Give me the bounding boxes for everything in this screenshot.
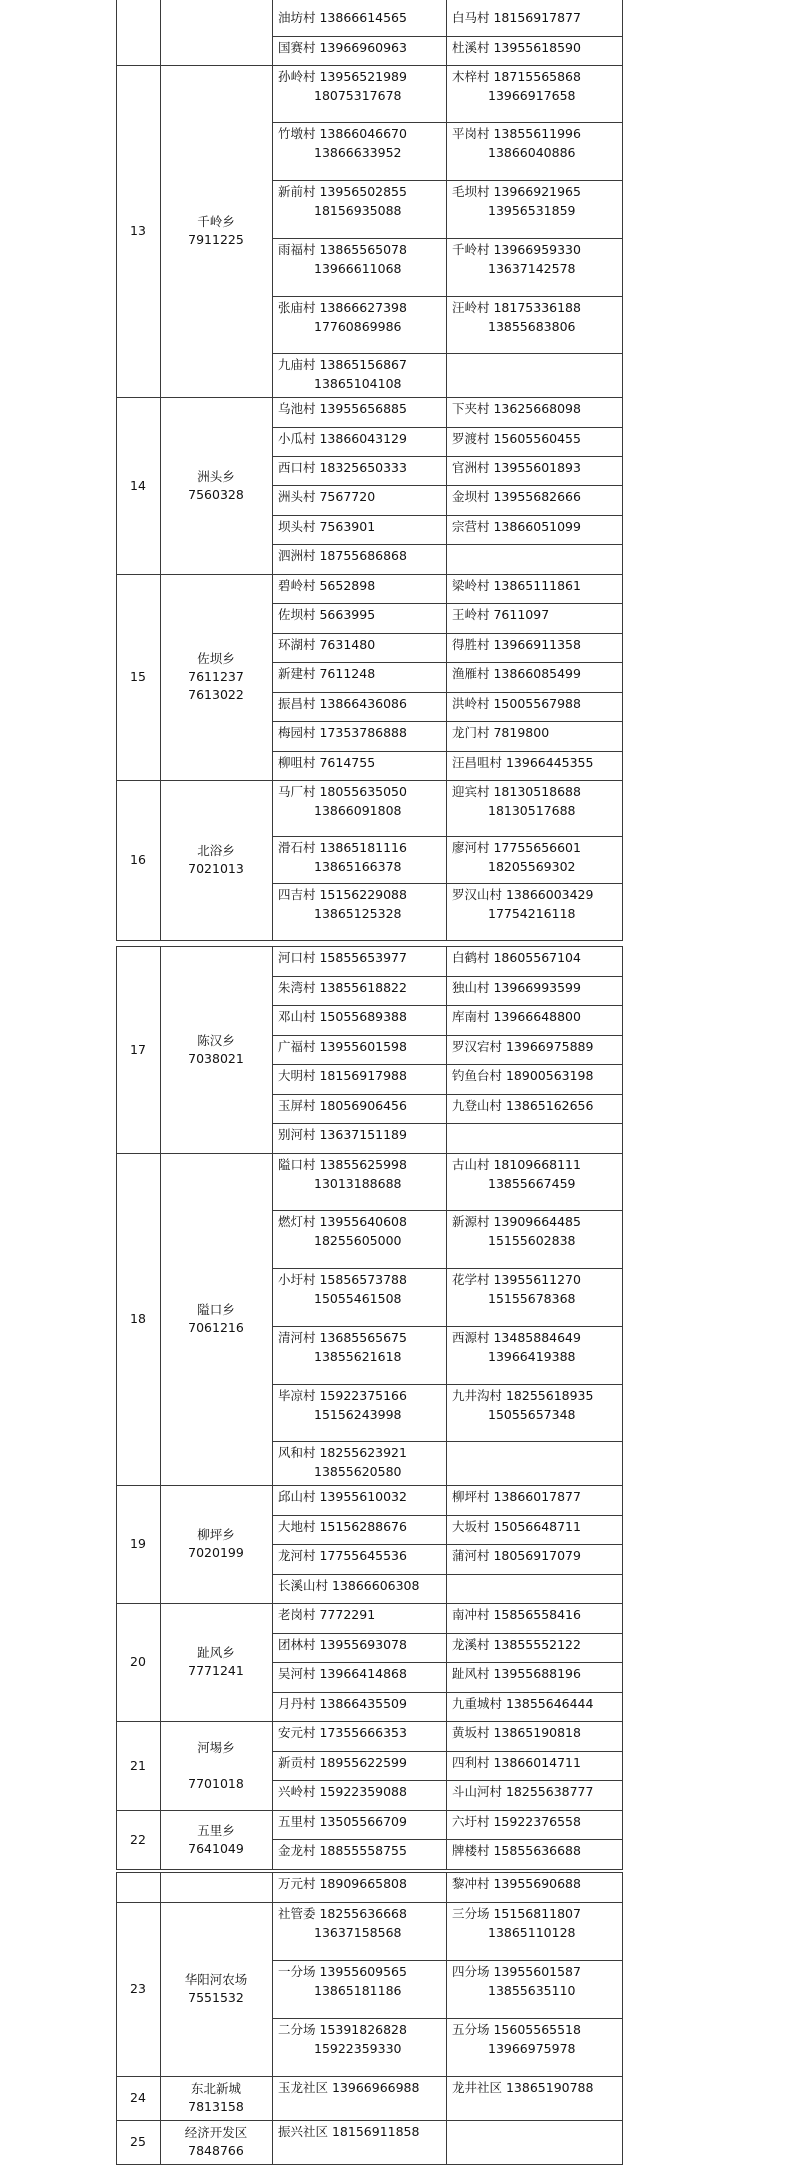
village-entry: 平岗村 13855611996 — [452, 126, 581, 141]
village-entry: 小瓜村 13866043129 — [278, 431, 407, 446]
village-entry: 四利村 13866014711 — [452, 1755, 581, 1770]
township-name: 佐坝乡 — [197, 651, 235, 666]
village-entry: 国赛村 13966960963 — [278, 40, 407, 55]
township-phone: 7021013 — [188, 861, 244, 876]
village-entry: 渔雁村 13866085499 — [452, 666, 581, 681]
village-entry: 风和村 18255623921 — [278, 1445, 407, 1460]
column-border — [622, 780, 623, 940]
village-entry: 王岭村 7611097 — [452, 607, 550, 622]
village-phone-extra: 13866091808 — [314, 803, 402, 818]
village-entry: 白鹤村 18605567104 — [452, 950, 581, 965]
row-number: 20 — [130, 1654, 146, 1669]
column-border — [622, 1153, 623, 1485]
township-phone: 7813158 — [188, 2099, 244, 2114]
village-entry: 吴河村 13966414868 — [278, 1666, 407, 1681]
column-border — [622, 1721, 623, 1810]
township-name: 柳坪乡 — [197, 1527, 235, 1542]
village-entry: 新源村 13909664485 — [452, 1214, 581, 1229]
row-border — [272, 180, 623, 181]
village-entry: 油坊村 13866614565 — [278, 10, 407, 25]
row-border — [272, 751, 623, 752]
row-border — [272, 456, 623, 457]
village-phone-extra: 13865110128 — [488, 1925, 576, 1940]
row-border — [272, 544, 623, 545]
village-entry: 西口村 18325650333 — [278, 460, 407, 475]
column-border — [622, 2076, 623, 2120]
township-name: 华阳河农场 — [184, 1972, 248, 1987]
section-top-border — [116, 1721, 623, 1722]
row-border — [272, 1210, 623, 1211]
column-border — [446, 1902, 447, 2076]
column-border — [160, 1872, 161, 1902]
village-entry: 社管委 18255636668 — [278, 1906, 407, 1921]
column-border — [272, 1902, 273, 2076]
column-border — [272, 0, 273, 65]
section-top-border — [116, 1810, 623, 1811]
village-entry: 得胜村 13966911358 — [452, 637, 581, 652]
village-entry: 罗渡村 15605560455 — [452, 431, 581, 446]
village-entry: 九庙村 13865156867 — [278, 357, 407, 372]
township-phone: 7848766 — [188, 2143, 244, 2158]
row-border — [272, 836, 623, 837]
village-entry: 老岗村 7772291 — [278, 1607, 376, 1622]
village-entry: 三分场 15156811807 — [452, 1906, 581, 1921]
village-entry: 九登山村 13865162656 — [452, 1098, 594, 1113]
village-phone-extra: 15055657348 — [488, 1407, 576, 1422]
township-name: 北浴乡 — [197, 843, 235, 858]
township-phone: 7061216 — [188, 1320, 244, 1335]
section-top-border — [116, 1872, 623, 1873]
column-border — [622, 1902, 623, 2076]
row-border — [272, 1515, 623, 1516]
village-entry: 马厂村 18055635050 — [278, 784, 407, 799]
village-phone-extra: 13855621618 — [314, 1349, 402, 1364]
township-phone: 7560328 — [188, 486, 244, 502]
section-top-border — [116, 1485, 623, 1486]
village-entry: 朱湾村 13855618822 — [278, 980, 407, 995]
village-entry: 罗汉山村 13866003429 — [452, 887, 594, 902]
row-border — [272, 1094, 623, 1095]
village-entry: 广福村 13955601598 — [278, 1039, 407, 1054]
village-entry: 梁岭村 13865111861 — [452, 578, 581, 593]
section-top-border — [116, 574, 623, 575]
village-entry: 大坂村 15056648711 — [452, 1519, 581, 1534]
row-border — [272, 692, 623, 693]
row-border — [272, 1005, 623, 1006]
row-border — [272, 662, 623, 663]
township-name: 趾风乡 — [197, 1645, 235, 1660]
village-phone-extra: 18130517688 — [488, 803, 576, 818]
row-border — [272, 633, 623, 634]
row-number: 19 — [130, 1536, 146, 1551]
village-entry: 九井沟村 18255618935 — [452, 1388, 594, 1403]
village-entry: 大地村 15156288676 — [278, 1519, 407, 1534]
village-entry: 黎冲村 13955690688 — [452, 1876, 581, 1891]
row-number: 14 — [130, 477, 146, 493]
village-entry: 官洲村 13955601893 — [452, 460, 581, 475]
row-border — [272, 1633, 623, 1634]
section-top-border — [116, 2120, 623, 2121]
village-entry: 振兴社区 18156911858 — [278, 2124, 420, 2139]
row-number: 15 — [130, 669, 146, 684]
row-border — [272, 485, 623, 486]
township-name: 东北新城 — [190, 2081, 241, 2096]
village-entry: 乌池村 13955656885 — [278, 401, 407, 416]
column-border — [272, 2076, 273, 2120]
section-top-border — [116, 397, 623, 398]
row-border — [272, 2018, 623, 2019]
village-entry: 坝头村 7563901 — [278, 519, 376, 534]
row-border — [272, 353, 623, 354]
township-name: 隘口乡 — [197, 1302, 235, 1317]
village-entry: 佐坝村 5663995 — [278, 607, 376, 622]
village-phone-extra: 13865125328 — [314, 906, 402, 921]
village-phone-extra: 15156243998 — [314, 1407, 402, 1422]
township-phone: 7611237 7613022 — [188, 669, 244, 702]
row-border — [272, 1574, 623, 1575]
row-border — [272, 1268, 623, 1269]
village-entry: 梅园村 17353786888 — [278, 725, 407, 740]
row-border — [272, 1035, 623, 1036]
village-phone-extra: 13855667459 — [488, 1176, 576, 1191]
column-border — [272, 946, 273, 1153]
column-border — [272, 1872, 273, 1902]
row-border — [272, 1751, 623, 1752]
village-phone-extra: 18205569302 — [488, 859, 576, 874]
column-border — [622, 574, 623, 780]
row-number: 13 — [130, 223, 146, 238]
village-entry: 玉龙社区 13966966988 — [278, 2080, 420, 2095]
row-number: 23 — [130, 1981, 146, 1996]
township-phone: 7911225 — [188, 232, 244, 247]
column-border — [160, 0, 161, 65]
village-entry: 新贡村 18955622599 — [278, 1755, 407, 1770]
village-phone-extra: 18255605000 — [314, 1233, 402, 1248]
village-entry: 一分场 13955609565 — [278, 1964, 407, 1979]
village-entry: 斗山河村 18255638777 — [452, 1784, 594, 1799]
section-top-border — [116, 65, 623, 66]
column-border — [446, 574, 447, 780]
column-border — [622, 0, 623, 65]
village-entry: 别河村 13637151189 — [278, 1127, 407, 1142]
village-entry: 杜溪村 13955618590 — [452, 40, 581, 55]
village-entry: 五分场 15605565518 — [452, 2022, 581, 2037]
section-top-border — [116, 2076, 623, 2077]
village-entry: 新建村 7611248 — [278, 666, 376, 681]
village-phone-extra: 17760869986 — [314, 319, 402, 334]
village-entry: 廖河村 17755656601 — [452, 840, 581, 855]
row-number: 24 — [130, 2090, 146, 2105]
column-border — [446, 2120, 447, 2164]
village-entry: 邓山村 15055689388 — [278, 1009, 407, 1024]
village-entry: 小圩村 15856573788 — [278, 1272, 407, 1287]
column-border — [272, 1153, 273, 1485]
village-entry: 安元村 17355666353 — [278, 1725, 407, 1740]
village-entry: 碧岭村 5652898 — [278, 578, 376, 593]
village-entry: 泗洲村 18755686868 — [278, 548, 407, 563]
column-border — [446, 2076, 447, 2120]
village-entry: 蒲河村 18056917079 — [452, 1548, 581, 1563]
village-entry: 五里村 13505566709 — [278, 1814, 407, 1829]
village-phone-extra: 13637142578 — [488, 261, 576, 276]
village-phone-extra: 13013188688 — [314, 1176, 402, 1191]
township-phone: 7038021 — [188, 1050, 244, 1066]
village-phone-extra: 13966611068 — [314, 261, 402, 276]
village-entry: 万元村 18909665808 — [278, 1876, 407, 1891]
township-phone: 7551532 — [188, 1990, 244, 2005]
village-phone-extra: 13637158568 — [314, 1925, 402, 1940]
village-entry: 千岭村 13966959330 — [452, 242, 581, 257]
township-name: 五里乡 — [197, 1822, 235, 1838]
column-border — [622, 1872, 623, 1902]
village-phone-extra: 13855683806 — [488, 319, 576, 334]
row-border — [272, 296, 623, 297]
village-entry: 下夹村 13625668098 — [452, 401, 581, 416]
village-entry: 清河村 13685565675 — [278, 1330, 407, 1345]
column-border — [272, 1721, 273, 1810]
row-border — [272, 1544, 623, 1545]
column-border — [446, 65, 447, 397]
village-entry: 龙门村 7819800 — [452, 725, 550, 740]
row-border — [272, 1960, 623, 1961]
section-bottom-border — [116, 940, 623, 941]
row-number: 16 — [130, 852, 146, 867]
row-border — [272, 1839, 623, 1840]
column-border — [446, 946, 447, 1153]
village-entry: 邱山村 13955610032 — [278, 1489, 407, 1504]
village-entry: 四吉村 15156229088 — [278, 887, 407, 902]
township-name: 陈汉乡 — [197, 1032, 235, 1048]
village-entry: 独山村 13966993599 — [452, 980, 581, 995]
row-border — [272, 36, 623, 37]
village-entry: 洪岭村 15005567988 — [452, 696, 581, 711]
village-entry: 宗营村 13866051099 — [452, 519, 581, 534]
column-border — [446, 1721, 447, 1810]
village-entry: 龙溪村 13855552122 — [452, 1637, 581, 1652]
village-entry: 库南村 13966648800 — [452, 1009, 581, 1024]
village-entry: 木梓村 18715565868 — [452, 69, 581, 84]
row-border — [272, 1123, 623, 1124]
section-top-border — [116, 946, 623, 947]
township-phone: 7641049 — [188, 1840, 244, 1856]
village-entry: 古山村 18109668111 — [452, 1157, 581, 1172]
village-entry: 二分场 15391826828 — [278, 2022, 407, 2037]
village-phone-extra: 15922359330 — [314, 2041, 402, 2056]
village-phone-extra: 17754216118 — [488, 906, 576, 921]
row-number: 25 — [130, 2134, 146, 2149]
township-name: 千岭乡 — [197, 214, 235, 229]
village-entry: 西源村 13485884649 — [452, 1330, 581, 1345]
column-border — [446, 1872, 447, 1902]
row-border — [272, 515, 623, 516]
row-number: 21 — [130, 1757, 146, 1773]
row-border — [272, 883, 623, 884]
column-border — [272, 780, 273, 940]
village-phone-extra: 13865181186 — [314, 1983, 402, 1998]
column-border — [622, 65, 623, 397]
row-border — [272, 1326, 623, 1327]
township-name: 河埸乡 — [197, 1739, 235, 1755]
village-entry: 花学村 13955611270 — [452, 1272, 581, 1287]
village-entry: 燃灯村 13955640608 — [278, 1214, 407, 1229]
village-phone-extra: 13866633952 — [314, 145, 402, 160]
village-entry: 罗汉宕村 13966975889 — [452, 1039, 594, 1054]
village-entry: 河口村 15855653977 — [278, 950, 407, 965]
village-phone-extra: 13966975978 — [488, 2041, 576, 2056]
row-border — [272, 1662, 623, 1663]
village-entry: 张庙村 13866627398 — [278, 300, 407, 315]
village-entry: 竹墩村 13866046670 — [278, 126, 407, 141]
village-phone-extra: 13865104108 — [314, 376, 402, 391]
village-entry: 新前村 13956502855 — [278, 184, 407, 199]
township-phone: 7701018 — [188, 1775, 244, 1791]
row-border — [272, 1780, 623, 1781]
village-entry: 孙岭村 13956521989 — [278, 69, 407, 84]
village-phone-extra: 13866040886 — [488, 145, 576, 160]
village-entry: 龙井社区 13865190788 — [452, 2080, 594, 2095]
row-border — [272, 122, 623, 123]
row-border — [272, 976, 623, 977]
village-entry: 毕凉村 15922375166 — [278, 1388, 407, 1403]
column-border — [116, 1872, 117, 1902]
row-border — [272, 1692, 623, 1693]
township-name: 经济开发区 — [184, 2125, 248, 2140]
column-border — [272, 65, 273, 397]
village-entry: 汪岭村 18175336188 — [452, 300, 581, 315]
village-phone-extra: 15055461508 — [314, 1291, 402, 1306]
village-entry: 雨福村 13865565078 — [278, 242, 407, 257]
column-border — [116, 0, 117, 65]
village-entry: 柳坪村 13866017877 — [452, 1489, 581, 1504]
row-number: 17 — [130, 1041, 146, 1057]
village-entry: 南冲村 15856558416 — [452, 1607, 581, 1622]
row-border — [272, 427, 623, 428]
village-entry: 振昌村 13866436086 — [278, 696, 407, 711]
village-entry: 金龙村 18855558755 — [278, 1843, 407, 1858]
row-border — [272, 1064, 623, 1065]
village-entry: 团林村 13955693078 — [278, 1637, 407, 1652]
village-entry: 月丹村 13866435509 — [278, 1696, 407, 1711]
column-border — [446, 0, 447, 65]
section-top-border — [116, 1153, 623, 1154]
village-entry: 长溪山村 13866606308 — [278, 1578, 420, 1593]
village-entry: 大明村 18156917988 — [278, 1068, 407, 1083]
village-phone-extra: 13966419388 — [488, 1349, 576, 1364]
column-border — [446, 780, 447, 940]
section-bottom-border — [116, 1869, 623, 1870]
column-border — [622, 946, 623, 1153]
column-border — [272, 574, 273, 780]
column-border — [622, 2120, 623, 2164]
village-phone-extra: 13855620580 — [314, 1464, 402, 1479]
township-phone: 7020199 — [188, 1545, 244, 1560]
village-entry: 牌楼村 15855636688 — [452, 1843, 581, 1858]
village-entry: 柳咀村 7614755 — [278, 755, 376, 770]
village-entry: 环湖村 7631480 — [278, 637, 376, 652]
village-phone-extra: 13855635110 — [488, 1983, 576, 1998]
village-entry: 隘口村 13855625998 — [278, 1157, 407, 1172]
row-number: 22 — [130, 1831, 146, 1847]
row-border — [272, 721, 623, 722]
village-phone-extra: 13956531859 — [488, 203, 576, 218]
section-bottom-border — [116, 2164, 623, 2165]
village-entry: 滑石村 13865181116 — [278, 840, 407, 855]
village-entry: 九重城村 13855646444 — [452, 1696, 594, 1711]
village-entry: 洲头村 7567720 — [278, 489, 376, 504]
village-entry: 兴岭村 15922359088 — [278, 1784, 407, 1799]
village-entry: 钓鱼台村 18900563198 — [452, 1068, 594, 1083]
row-border — [272, 1384, 623, 1385]
section-top-border — [116, 780, 623, 781]
village-phone-extra: 15155602838 — [488, 1233, 576, 1248]
row-border — [272, 603, 623, 604]
village-phone-extra: 15155678368 — [488, 1291, 576, 1306]
section-top-border — [116, 1902, 623, 1903]
village-entry: 龙河村 17755645536 — [278, 1548, 407, 1563]
row-border — [272, 238, 623, 239]
column-border — [272, 2120, 273, 2164]
section-top-border — [116, 1603, 623, 1604]
village-entry: 汪昌咀村 13966445355 — [452, 755, 594, 770]
village-phone-extra: 18156935088 — [314, 203, 402, 218]
village-entry: 迎宾村 18130518688 — [452, 784, 581, 799]
village-entry: 白马村 18156917877 — [452, 10, 581, 25]
village-entry: 六圩村 15922376558 — [452, 1814, 581, 1829]
village-entry: 黄坂村 13865190818 — [452, 1725, 581, 1740]
village-phone-extra: 13865166378 — [314, 859, 402, 874]
township-name: 洲头乡 — [197, 468, 235, 484]
column-border — [446, 1153, 447, 1485]
village-entry: 毛坝村 13966921965 — [452, 184, 581, 199]
village-phone-extra: 13966917658 — [488, 88, 576, 103]
township-phone: 7771241 — [188, 1663, 244, 1678]
row-number: 18 — [130, 1311, 146, 1326]
village-entry: 玉屏村 18056906456 — [278, 1098, 407, 1113]
row-border — [272, 1441, 623, 1442]
village-entry: 趾风村 13955688196 — [452, 1666, 581, 1681]
village-phone-extra: 18075317678 — [314, 88, 402, 103]
village-entry: 四分场 13955601587 — [452, 1964, 581, 1979]
village-entry: 金坝村 13955682666 — [452, 489, 581, 504]
